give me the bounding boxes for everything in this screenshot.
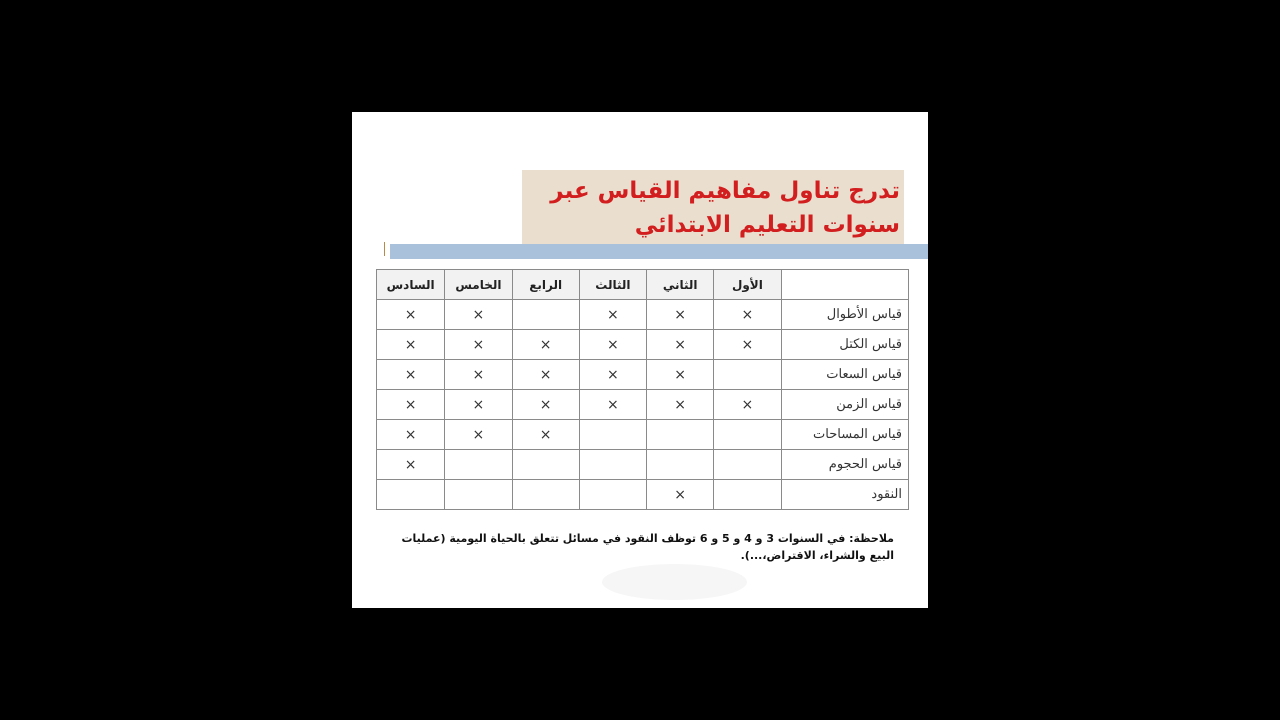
accent-bar [390, 244, 928, 259]
check-mark: × [404, 366, 417, 383]
table-cell [579, 360, 646, 390]
table-cell [445, 480, 512, 510]
table-cell [714, 360, 781, 390]
table-cell [512, 330, 579, 360]
document-page [352, 112, 928, 608]
check-mark: × [539, 426, 552, 443]
table-cell [377, 330, 445, 360]
check-mark: × [539, 366, 552, 383]
table-cell [377, 300, 445, 330]
table-cell [512, 450, 579, 480]
table-cell [512, 420, 579, 450]
table-cell [445, 390, 512, 420]
table-cell [647, 330, 714, 360]
row-label: قياس الحجوم [781, 450, 908, 480]
check-mark: × [607, 306, 619, 323]
check-mark: × [674, 336, 687, 353]
table-cell [647, 480, 714, 510]
check-mark: × [404, 396, 417, 413]
check-mark: × [539, 396, 552, 413]
table-cell [714, 480, 781, 510]
row-label: النقود [781, 480, 908, 510]
table-cell [579, 480, 646, 510]
table-row [377, 300, 909, 330]
table-cell [579, 330, 646, 360]
table-cell [579, 300, 646, 330]
column-header: السادس [377, 270, 445, 300]
margin-mark [384, 242, 385, 256]
check-mark: × [674, 366, 687, 383]
row-label: قياس الأطوال [781, 300, 908, 330]
table-cell [579, 420, 646, 450]
table-cell [445, 450, 512, 480]
table-corner-cell [781, 270, 908, 300]
column-header: الثاني [647, 270, 714, 300]
table-cell [512, 360, 579, 390]
table-cell [579, 390, 646, 420]
table-cell [377, 450, 445, 480]
table-cell [377, 360, 445, 390]
check-mark: × [607, 396, 619, 413]
check-mark: × [472, 306, 485, 323]
table-header-row [377, 270, 909, 300]
table-row [377, 390, 909, 420]
row-label: قياس الكتل [781, 330, 908, 360]
table-row [377, 420, 909, 450]
row-label: قياس السعات [781, 360, 908, 390]
check-mark: × [404, 336, 417, 353]
table-cell [445, 330, 512, 360]
table-cell [647, 390, 714, 420]
check-mark: × [472, 336, 485, 353]
check-mark: × [674, 396, 687, 413]
check-mark: × [741, 306, 754, 323]
check-mark: × [472, 366, 485, 383]
footnote: ملاحظة: في السنوات 3 و 4 و 5 و 6 توظف النقود في مسائل تتعلق بالحياة اليومية (عمليات البيع والشراء، الاقتراض،...). [401, 532, 894, 562]
scan-smudge [602, 564, 747, 600]
table-cell [377, 390, 445, 420]
check-mark: × [404, 426, 417, 443]
check-mark: × [472, 396, 485, 413]
row-label: قياس المساحات [781, 420, 908, 450]
table-cell [714, 300, 781, 330]
table-cell [647, 360, 714, 390]
table-cell [512, 390, 579, 420]
table-cell [714, 390, 781, 420]
check-mark: × [404, 456, 417, 473]
check-mark: × [674, 486, 687, 503]
column-header: الثالث [579, 270, 646, 300]
table-cell [647, 300, 714, 330]
table-row [377, 360, 909, 390]
table-cell [445, 360, 512, 390]
table-row [377, 480, 909, 510]
check-mark: × [607, 366, 619, 383]
table-cell [714, 450, 781, 480]
table-cell [647, 450, 714, 480]
column-header: الخامس [445, 270, 512, 300]
table-cell [714, 420, 781, 450]
title-line-1: تدرج تناول مفاهيم القياس عبر [550, 178, 900, 204]
check-mark: × [741, 336, 754, 353]
check-mark: × [741, 396, 754, 413]
check-mark: × [674, 306, 687, 323]
check-mark: × [607, 336, 619, 353]
column-header: الرابع [512, 270, 579, 300]
table-cell [377, 480, 445, 510]
row-label: قياس الزمن [781, 390, 908, 420]
table-body [377, 300, 909, 510]
table-cell [445, 420, 512, 450]
check-mark: × [539, 336, 552, 353]
measurement-table [376, 269, 909, 510]
table-cell [647, 420, 714, 450]
column-header: الأول [714, 270, 781, 300]
title-line-2: سنوات التعليم الابتدائي [634, 212, 900, 238]
table-cell [714, 330, 781, 360]
table-cell [579, 450, 646, 480]
table-cell [445, 300, 512, 330]
table-cell [377, 420, 445, 450]
table-cell [512, 480, 579, 510]
check-mark: × [404, 306, 417, 323]
table-row [377, 450, 909, 480]
table-cell [512, 300, 579, 330]
table-row [377, 330, 909, 360]
check-mark: × [472, 426, 485, 443]
